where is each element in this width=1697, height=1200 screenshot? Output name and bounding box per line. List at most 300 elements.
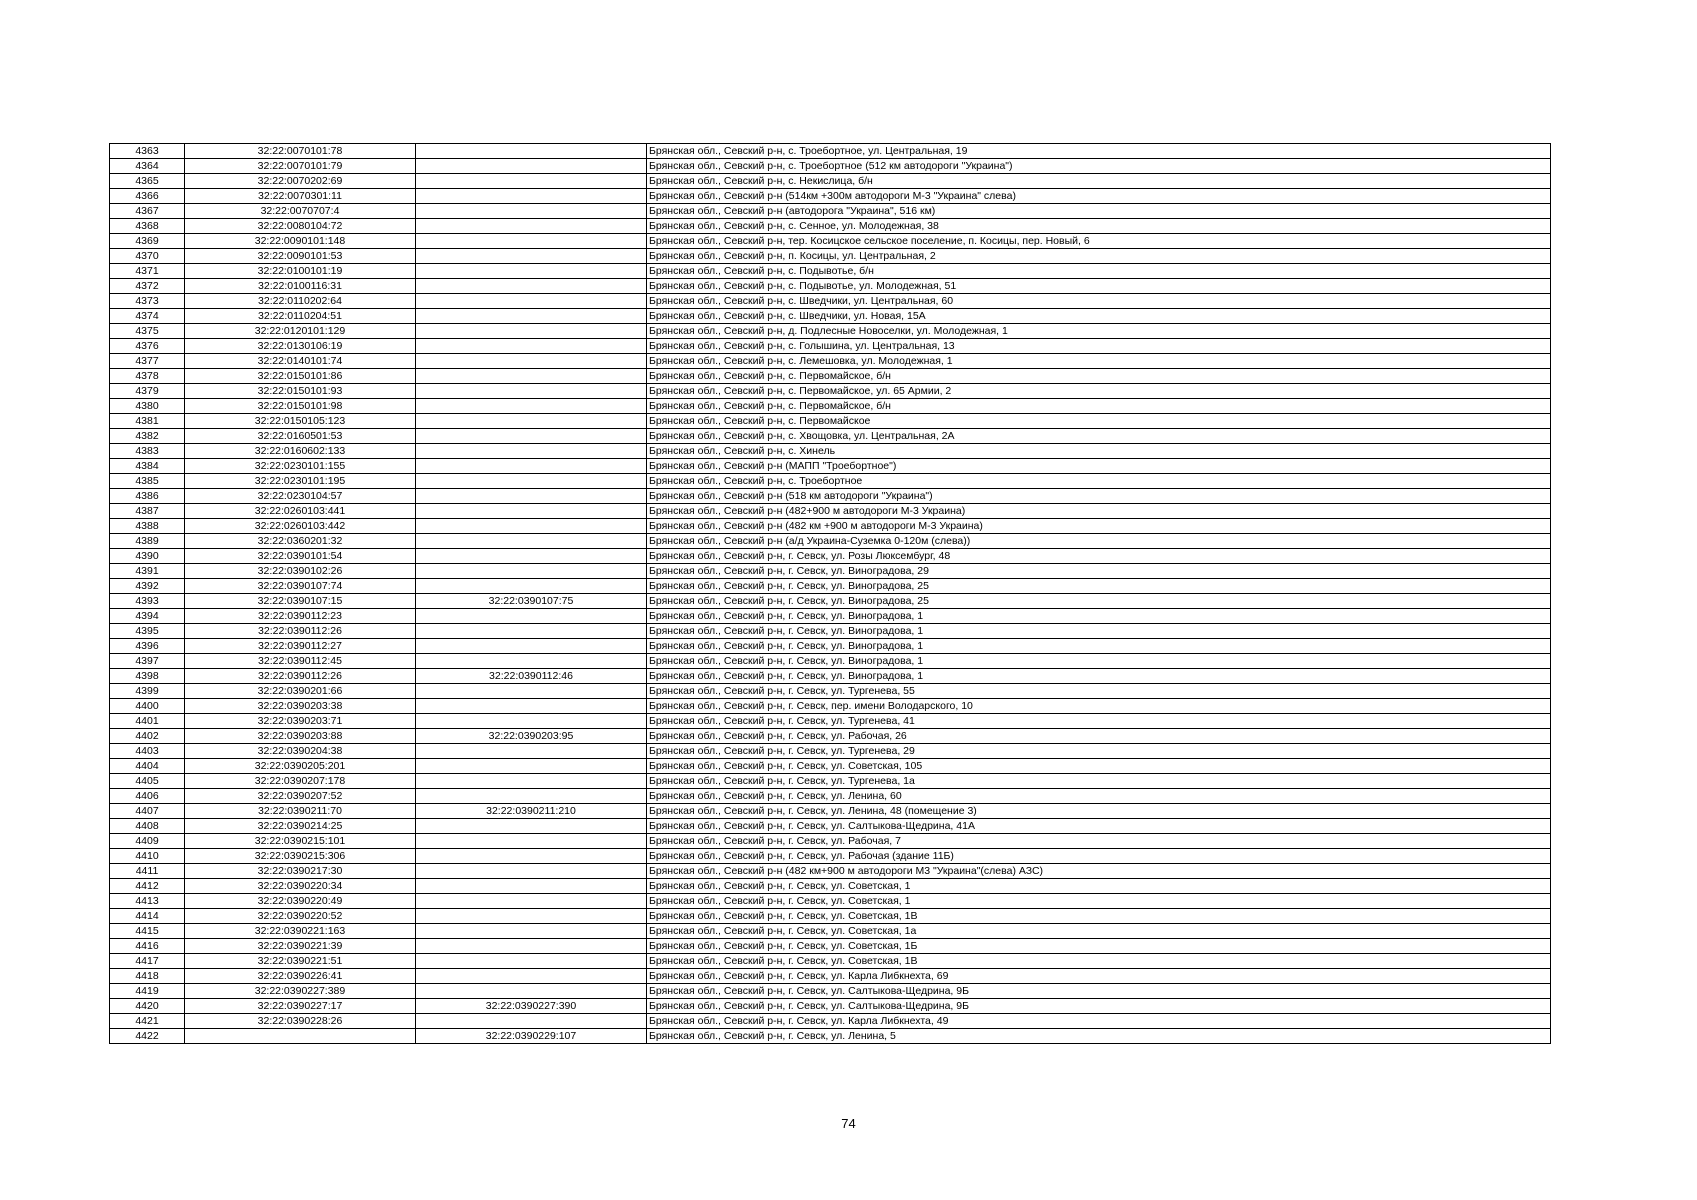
cadastral-number-cell: 32:22:0390112:27 — [185, 639, 416, 654]
address-cell: Брянская обл., Севский р-н (а/д Украина-Суземка 0-120м (слева)) — [647, 534, 1551, 549]
row-number-cell: 4375 — [110, 324, 185, 339]
row-number-cell: 4364 — [110, 159, 185, 174]
table-row — [110, 534, 1551, 549]
related-cadastral-number-cell — [416, 564, 647, 579]
address-cell: Брянская обл., Севский р-н (514км +300м автодороги М-3 "Украина" слева) — [647, 189, 1551, 204]
related-cadastral-number-cell — [416, 489, 647, 504]
row-number-cell: 4382 — [110, 429, 185, 444]
related-cadastral-number-cell: 32:22:0390227:390 — [416, 999, 647, 1014]
table-row — [110, 909, 1551, 924]
row-number-cell: 4399 — [110, 684, 185, 699]
cadastral-number-cell: 32:22:0390203:88 — [185, 729, 416, 744]
cadastral-number-cell: 32:22:0390207:52 — [185, 789, 416, 804]
cadastral-number-cell: 32:22:0390215:306 — [185, 849, 416, 864]
cadastral-number-cell: 32:22:0390203:38 — [185, 699, 416, 714]
related-cadastral-number-cell — [416, 684, 647, 699]
address-cell: Брянская обл., Севский р-н, г. Севск, ул. Ленина, 5 — [647, 1029, 1551, 1044]
row-number-cell: 4413 — [110, 894, 185, 909]
table-row — [110, 984, 1551, 999]
related-cadastral-number-cell — [416, 969, 647, 984]
cadastral-number-cell: 32:22:0160501:53 — [185, 429, 416, 444]
related-cadastral-number-cell — [416, 369, 647, 384]
related-cadastral-number-cell: 32:22:0390211:210 — [416, 804, 647, 819]
related-cadastral-number-cell — [416, 174, 647, 189]
related-cadastral-number-cell — [416, 864, 647, 879]
table-row — [110, 774, 1551, 789]
cadastral-number-cell: 32:22:0390102:26 — [185, 564, 416, 579]
row-number-cell: 4380 — [110, 399, 185, 414]
related-cadastral-number-cell — [416, 774, 647, 789]
row-number-cell: 4391 — [110, 564, 185, 579]
address-cell: Брянская обл., Севский р-н, с. Шведчики, ул. Центральная, 60 — [647, 294, 1551, 309]
cadastral-number-cell: 32:22:0130106:19 — [185, 339, 416, 354]
row-number-cell: 4409 — [110, 834, 185, 849]
address-cell: Брянская обл., Севский р-н, с. Голышина, ул. Центральная, 13 — [647, 339, 1551, 354]
row-number-cell: 4394 — [110, 609, 185, 624]
cadastral-number-cell: 32:22:0120101:129 — [185, 324, 416, 339]
cadastral-number-cell — [185, 1029, 416, 1044]
address-cell: Брянская обл., Севский р-н, г. Севск, ул. Ленина, 60 — [647, 789, 1551, 804]
related-cadastral-number-cell — [416, 279, 647, 294]
table-row — [110, 969, 1551, 984]
related-cadastral-number-cell — [416, 624, 647, 639]
cadastral-number-cell: 32:22:0390112:23 — [185, 609, 416, 624]
table-row — [110, 849, 1551, 864]
row-number-cell: 4407 — [110, 804, 185, 819]
cadastral-number-cell: 32:22:0390227:389 — [185, 984, 416, 999]
row-number-cell: 4392 — [110, 579, 185, 594]
address-cell: Брянская обл., Севский р-н, г. Севск, ул. Виноградова, 1 — [647, 624, 1551, 639]
address-cell: Брянская обл., Севский р-н, г. Севск, ул. Советская, 1Б — [647, 939, 1551, 954]
table-row — [110, 444, 1551, 459]
related-cadastral-number-cell — [416, 879, 647, 894]
row-number-cell: 4381 — [110, 414, 185, 429]
related-cadastral-number-cell — [416, 534, 647, 549]
address-cell: Брянская обл., Севский р-н, г. Севск, ул. Салтыкова-Щедрина, 41А — [647, 819, 1551, 834]
cadastral-number-cell: 32:22:0160602:133 — [185, 444, 416, 459]
cadastral-number-cell: 32:22:0390215:101 — [185, 834, 416, 849]
cadastral-number-cell: 32:22:0390107:15 — [185, 594, 416, 609]
address-cell: Брянская обл., Севский р-н, г. Севск, ул. Виноградова, 1 — [647, 669, 1551, 684]
row-number-cell: 4367 — [110, 204, 185, 219]
related-cadastral-number-cell — [416, 699, 647, 714]
row-number-cell: 4372 — [110, 279, 185, 294]
related-cadastral-number-cell — [416, 654, 647, 669]
table-row — [110, 759, 1551, 774]
row-number-cell: 4370 — [110, 249, 185, 264]
related-cadastral-number-cell — [416, 834, 647, 849]
row-number-cell: 4421 — [110, 1014, 185, 1029]
table-row — [110, 1029, 1551, 1044]
table-row — [110, 939, 1551, 954]
table-row — [110, 999, 1551, 1014]
address-cell: Брянская обл., Севский р-н, тер. Косицское сельское поселение, п. Косицы, пер. Новый, 6 — [647, 234, 1551, 249]
related-cadastral-number-cell — [416, 894, 647, 909]
table-row — [110, 624, 1551, 639]
row-number-cell: 4368 — [110, 219, 185, 234]
cadastral-number-cell: 32:22:0390214:25 — [185, 819, 416, 834]
table-row — [110, 579, 1551, 594]
related-cadastral-number-cell — [416, 1014, 647, 1029]
related-cadastral-number-cell: 32:22:0390229:107 — [416, 1029, 647, 1044]
cadastral-number-cell: 32:22:0070101:79 — [185, 159, 416, 174]
related-cadastral-number-cell — [416, 159, 647, 174]
row-number-cell: 4405 — [110, 774, 185, 789]
related-cadastral-number-cell — [416, 474, 647, 489]
table-row — [110, 399, 1551, 414]
table-row — [110, 924, 1551, 939]
address-cell: Брянская обл., Севский р-н (482 км +900 м автодороги М-3 Украина) — [647, 519, 1551, 534]
cadastral-number-cell: 32:22:0260103:442 — [185, 519, 416, 534]
row-number-cell: 4397 — [110, 654, 185, 669]
cadastral-number-cell: 32:22:0150101:93 — [185, 384, 416, 399]
address-cell: Брянская обл., Севский р-н, г. Севск, ул. Салтыкова-Щедрина, 9Б — [647, 999, 1551, 1014]
registry-table-body — [110, 144, 1551, 1044]
row-number-cell: 4390 — [110, 549, 185, 564]
row-number-cell: 4411 — [110, 864, 185, 879]
cadastral-number-cell: 32:22:0150101:86 — [185, 369, 416, 384]
related-cadastral-number-cell — [416, 219, 647, 234]
table-row — [110, 144, 1551, 159]
table-row — [110, 219, 1551, 234]
row-number-cell: 4395 — [110, 624, 185, 639]
cadastral-number-cell: 32:22:0390101:54 — [185, 549, 416, 564]
address-cell: Брянская обл., Севский р-н, г. Севск, ул. Виноградова, 25 — [647, 594, 1551, 609]
cadastral-number-cell: 32:22:0110202:64 — [185, 294, 416, 309]
cadastral-number-cell: 32:22:0070101:78 — [185, 144, 416, 159]
address-cell: Брянская обл., Севский р-н, г. Севск, ул. Виноградова, 29 — [647, 564, 1551, 579]
related-cadastral-number-cell — [416, 609, 647, 624]
address-cell: Брянская обл., Севский р-н, г. Севск, ул. Виноградова, 1 — [647, 654, 1551, 669]
row-number-cell: 4386 — [110, 489, 185, 504]
address-cell: Брянская обл., Севский р-н, г. Севск, ул. Советская, 1а — [647, 924, 1551, 939]
table-row — [110, 474, 1551, 489]
table-row — [110, 804, 1551, 819]
related-cadastral-number-cell: 32:22:0390203:95 — [416, 729, 647, 744]
related-cadastral-number-cell — [416, 324, 647, 339]
row-number-cell: 4403 — [110, 744, 185, 759]
cadastral-number-cell: 32:22:0230104:57 — [185, 489, 416, 504]
cadastral-number-cell: 32:22:0390228:26 — [185, 1014, 416, 1029]
address-cell: Брянская обл., Севский р-н, с. Сенное, ул. Молодежная, 38 — [647, 219, 1551, 234]
table-row — [110, 594, 1551, 609]
address-cell: Брянская обл., Севский р-н, п. Косицы, ул. Центральная, 2 — [647, 249, 1551, 264]
address-cell: Брянская обл., Севский р-н, г. Севск, ул. Карла Либкнехта, 69 — [647, 969, 1551, 984]
table-row — [110, 459, 1551, 474]
table-row — [110, 369, 1551, 384]
table-row — [110, 234, 1551, 249]
cadastral-number-cell: 32:22:0390227:17 — [185, 999, 416, 1014]
row-number-cell: 4389 — [110, 534, 185, 549]
table-row — [110, 564, 1551, 579]
address-cell: Брянская обл., Севский р-н, с. Хвощовка, ул. Центральная, 2А — [647, 429, 1551, 444]
address-cell: Брянская обл., Севский р-н, г. Севск, ул. Советская, 1 — [647, 879, 1551, 894]
related-cadastral-number-cell — [416, 144, 647, 159]
address-cell: Брянская обл., Севский р-н, с. Первомайское, б/н — [647, 399, 1551, 414]
table-row — [110, 204, 1551, 219]
address-cell: Брянская обл., Севский р-н (482 км+900 м автодороги М3 "Украина"(слева) АЗС) — [647, 864, 1551, 879]
related-cadastral-number-cell — [416, 264, 647, 279]
row-number-cell: 4396 — [110, 639, 185, 654]
row-number-cell: 4402 — [110, 729, 185, 744]
related-cadastral-number-cell — [416, 549, 647, 564]
table-row — [110, 699, 1551, 714]
address-cell: Брянская обл., Севский р-н, г. Севск, ул. Карла Либкнехта, 49 — [647, 1014, 1551, 1029]
related-cadastral-number-cell — [416, 924, 647, 939]
cadastral-number-cell: 32:22:0390220:49 — [185, 894, 416, 909]
row-number-cell: 4363 — [110, 144, 185, 159]
cadastral-number-cell: 32:22:0390211:70 — [185, 804, 416, 819]
table-row — [110, 684, 1551, 699]
address-cell: Брянская обл., Севский р-н, г. Севск, ул. Салтыкова-Щедрина, 9Б — [647, 984, 1551, 999]
row-number-cell: 4379 — [110, 384, 185, 399]
row-number-cell: 4388 — [110, 519, 185, 534]
cadastral-number-cell: 32:22:0390112:45 — [185, 654, 416, 669]
cadastral-number-cell: 32:22:0390221:39 — [185, 939, 416, 954]
address-cell: Брянская обл., Севский р-н (482+900 м автодороги М-3 Украина) — [647, 504, 1551, 519]
cadastral-number-cell: 32:22:0390112:26 — [185, 624, 416, 639]
related-cadastral-number-cell — [416, 519, 647, 534]
row-number-cell: 4414 — [110, 909, 185, 924]
cadastral-number-cell: 32:22:0390112:26 — [185, 669, 416, 684]
table-row — [110, 879, 1551, 894]
row-number-cell: 4377 — [110, 354, 185, 369]
related-cadastral-number-cell — [416, 939, 647, 954]
cadastral-number-cell: 32:22:0390221:51 — [185, 954, 416, 969]
cadastral-number-cell: 32:22:0150105:123 — [185, 414, 416, 429]
table-row — [110, 519, 1551, 534]
address-cell: Брянская обл., Севский р-н, г. Севск, ул. Тургенева, 55 — [647, 684, 1551, 699]
related-cadastral-number-cell — [416, 909, 647, 924]
cadastral-number-cell: 32:22:0390220:52 — [185, 909, 416, 924]
address-cell: Брянская обл., Севский р-н, г. Севск, ул. Советская, 1В — [647, 954, 1551, 969]
related-cadastral-number-cell — [416, 399, 647, 414]
table-row — [110, 504, 1551, 519]
row-number-cell: 4369 — [110, 234, 185, 249]
row-number-cell: 4398 — [110, 669, 185, 684]
table-row — [110, 309, 1551, 324]
address-cell: Брянская обл., Севский р-н, с. Лемешовка, ул. Молодежная, 1 — [647, 354, 1551, 369]
cadastral-number-cell: 32:22:0390203:71 — [185, 714, 416, 729]
row-number-cell: 4365 — [110, 174, 185, 189]
table-row — [110, 954, 1551, 969]
cadastral-number-cell: 32:22:0260103:441 — [185, 504, 416, 519]
address-cell: Брянская обл., Севский р-н, с. Троебортное — [647, 474, 1551, 489]
address-cell: Брянская обл., Севский р-н, г. Севск, ул. Виноградова, 1 — [647, 639, 1551, 654]
cadastral-number-cell: 32:22:0110204:51 — [185, 309, 416, 324]
related-cadastral-number-cell — [416, 339, 647, 354]
cadastral-number-cell: 32:22:0390217:30 — [185, 864, 416, 879]
related-cadastral-number-cell — [416, 294, 647, 309]
table-row — [110, 729, 1551, 744]
row-number-cell: 4406 — [110, 789, 185, 804]
cadastral-number-cell: 32:22:0150101:98 — [185, 399, 416, 414]
table-row — [110, 159, 1551, 174]
cadastral-number-cell: 32:22:0140101:74 — [185, 354, 416, 369]
row-number-cell: 4385 — [110, 474, 185, 489]
address-cell: Брянская обл., Севский р-н, г. Севск, пер. имени Володарского, 10 — [647, 699, 1551, 714]
table-row — [110, 324, 1551, 339]
row-number-cell: 4418 — [110, 969, 185, 984]
related-cadastral-number-cell — [416, 579, 647, 594]
address-cell: Брянская обл., Севский р-н, г. Севск, ул. Советская, 1В — [647, 909, 1551, 924]
cadastral-number-cell: 32:22:0390221:163 — [185, 924, 416, 939]
related-cadastral-number-cell — [416, 984, 647, 999]
address-cell: Брянская обл., Севский р-н, с. Хинель — [647, 444, 1551, 459]
cadastral-number-cell: 32:22:0390107:74 — [185, 579, 416, 594]
related-cadastral-number-cell — [416, 954, 647, 969]
row-number-cell: 4373 — [110, 294, 185, 309]
table-row — [110, 654, 1551, 669]
page-number: 74 — [841, 1116, 856, 1131]
related-cadastral-number-cell — [416, 414, 647, 429]
table-row — [110, 414, 1551, 429]
address-cell: Брянская обл., Севский р-н, г. Севск, ул. Тургенева, 1а — [647, 774, 1551, 789]
row-number-cell: 4374 — [110, 309, 185, 324]
table-row — [110, 669, 1551, 684]
address-cell: Брянская обл., Севский р-н, г. Севск, ул. Виноградова, 1 — [647, 609, 1551, 624]
table-row — [110, 189, 1551, 204]
related-cadastral-number-cell — [416, 759, 647, 774]
table-row — [110, 354, 1551, 369]
table-row — [110, 174, 1551, 189]
table-row — [110, 714, 1551, 729]
row-number-cell: 4384 — [110, 459, 185, 474]
related-cadastral-number-cell — [416, 249, 647, 264]
table-row — [110, 609, 1551, 624]
row-number-cell: 4401 — [110, 714, 185, 729]
table-row — [110, 489, 1551, 504]
table-row — [110, 279, 1551, 294]
row-number-cell: 4415 — [110, 924, 185, 939]
address-cell: Брянская обл., Севский р-н, г. Севск, ул. Тургенева, 29 — [647, 744, 1551, 759]
table-row — [110, 249, 1551, 264]
row-number-cell: 4400 — [110, 699, 185, 714]
related-cadastral-number-cell — [416, 459, 647, 474]
cadastral-number-cell: 32:22:0360201:32 — [185, 534, 416, 549]
row-number-cell: 4378 — [110, 369, 185, 384]
table-row — [110, 744, 1551, 759]
row-number-cell: 4387 — [110, 504, 185, 519]
cadastral-number-cell: 32:22:0390204:38 — [185, 744, 416, 759]
table-row — [110, 789, 1551, 804]
related-cadastral-number-cell — [416, 444, 647, 459]
table-row — [110, 384, 1551, 399]
cadastral-number-cell: 32:22:0090101:148 — [185, 234, 416, 249]
related-cadastral-number-cell: 32:22:0390112:46 — [416, 669, 647, 684]
cadastral-number-cell: 32:22:0070301:11 — [185, 189, 416, 204]
related-cadastral-number-cell — [416, 504, 647, 519]
related-cadastral-number-cell — [416, 234, 647, 249]
address-cell: Брянская обл., Севский р-н, с. Первомайское, ул. 65 Армии, 2 — [647, 384, 1551, 399]
address-cell: Брянская обл., Севский р-н, с. Шведчики, ул. Новая, 15А — [647, 309, 1551, 324]
table-row — [110, 264, 1551, 279]
cadastral-number-cell: 32:22:0100116:31 — [185, 279, 416, 294]
row-number-cell: 4383 — [110, 444, 185, 459]
address-cell: Брянская обл., Севский р-н, г. Севск, ул. Тургенева, 41 — [647, 714, 1551, 729]
address-cell: Брянская обл., Севский р-н, с. Подывотье, ул. Молодежная, 51 — [647, 279, 1551, 294]
cadastral-number-cell: 32:22:0390207:178 — [185, 774, 416, 789]
table-row — [110, 819, 1551, 834]
address-cell: Брянская обл., Севский р-н (518 км автодороги "Украина") — [647, 489, 1551, 504]
related-cadastral-number-cell — [416, 309, 647, 324]
row-number-cell: 4417 — [110, 954, 185, 969]
row-number-cell: 4416 — [110, 939, 185, 954]
related-cadastral-number-cell — [416, 189, 647, 204]
row-number-cell: 4420 — [110, 999, 185, 1014]
row-number-cell: 4371 — [110, 264, 185, 279]
table-row — [110, 834, 1551, 849]
related-cadastral-number-cell — [416, 744, 647, 759]
related-cadastral-number-cell — [416, 789, 647, 804]
row-number-cell: 4412 — [110, 879, 185, 894]
row-number-cell: 4422 — [110, 1029, 185, 1044]
related-cadastral-number-cell — [416, 819, 647, 834]
related-cadastral-number-cell — [416, 354, 647, 369]
table-row — [110, 294, 1551, 309]
address-cell: Брянская обл., Севский р-н, г. Севск, ул. Виноградова, 25 — [647, 579, 1551, 594]
address-cell: Брянская обл., Севский р-н, с. Троебортное, ул. Центральная, 19 — [647, 144, 1551, 159]
cadastral-number-cell: 32:22:0230101:155 — [185, 459, 416, 474]
table-row — [110, 429, 1551, 444]
related-cadastral-number-cell — [416, 429, 647, 444]
cadastral-number-cell: 32:22:0230101:195 — [185, 474, 416, 489]
table-row — [110, 1014, 1551, 1029]
address-cell: Брянская обл., Севский р-н, с. Первомайское, б/н — [647, 369, 1551, 384]
address-cell: Брянская обл., Севский р-н, г. Севск, ул. Рабочая (здание 11Б) — [647, 849, 1551, 864]
related-cadastral-number-cell — [416, 714, 647, 729]
address-cell: Брянская обл., Севский р-н, г. Севск, ул. Ленина, 48 (помещение 3) — [647, 804, 1551, 819]
cadastral-number-cell: 32:22:0390220:34 — [185, 879, 416, 894]
related-cadastral-number-cell: 32:22:0390107:75 — [416, 594, 647, 609]
cadastral-number-cell: 32:22:0390201:66 — [185, 684, 416, 699]
row-number-cell: 4366 — [110, 189, 185, 204]
address-cell: Брянская обл., Севский р-н, г. Севск, ул. Советская, 105 — [647, 759, 1551, 774]
address-cell: Брянская обл., Севский р-н, д. Подлесные Новоселки, ул. Молодежная, 1 — [647, 324, 1551, 339]
row-number-cell: 4410 — [110, 849, 185, 864]
table-row — [110, 339, 1551, 354]
cadastral-number-cell: 32:22:0390226:41 — [185, 969, 416, 984]
address-cell: Брянская обл., Севский р-н, с. Подывотье, б/н — [647, 264, 1551, 279]
table-row — [110, 864, 1551, 879]
table-row — [110, 549, 1551, 564]
address-cell: Брянская обл., Севский р-н (автодорога "Украина", 516 км) — [647, 204, 1551, 219]
address-cell: Брянская обл., Севский р-н, с. Троебортное (512 км автодороги "Украина") — [647, 159, 1551, 174]
related-cadastral-number-cell — [416, 849, 647, 864]
row-number-cell: 4404 — [110, 759, 185, 774]
cadastral-number-cell: 32:22:0100101:19 — [185, 264, 416, 279]
registry-table — [109, 143, 1551, 1044]
related-cadastral-number-cell — [416, 639, 647, 654]
address-cell: Брянская обл., Севский р-н, с. Первомайское — [647, 414, 1551, 429]
related-cadastral-number-cell — [416, 204, 647, 219]
related-cadastral-number-cell — [416, 384, 647, 399]
address-cell: Брянская обл., Севский р-н, г. Севск, ул. Рабочая, 26 — [647, 729, 1551, 744]
row-number-cell: 4393 — [110, 594, 185, 609]
row-number-cell: 4376 — [110, 339, 185, 354]
row-number-cell: 4419 — [110, 984, 185, 999]
cadastral-number-cell: 32:22:0070202:69 — [185, 174, 416, 189]
cadastral-number-cell: 32:22:0070707:4 — [185, 204, 416, 219]
cadastral-number-cell: 32:22:0390205:201 — [185, 759, 416, 774]
address-cell: Брянская обл., Севский р-н, г. Севск, ул. Советская, 1 — [647, 894, 1551, 909]
address-cell: Брянская обл., Севский р-н, г. Севск, ул. Розы Люксембург, 48 — [647, 549, 1551, 564]
row-number-cell: 4408 — [110, 819, 185, 834]
table-row — [110, 894, 1551, 909]
cadastral-number-cell: 32:22:0080104:72 — [185, 219, 416, 234]
cadastral-number-cell: 32:22:0090101:53 — [185, 249, 416, 264]
address-cell: Брянская обл., Севский р-н (МАПП "Троебортное") — [647, 459, 1551, 474]
